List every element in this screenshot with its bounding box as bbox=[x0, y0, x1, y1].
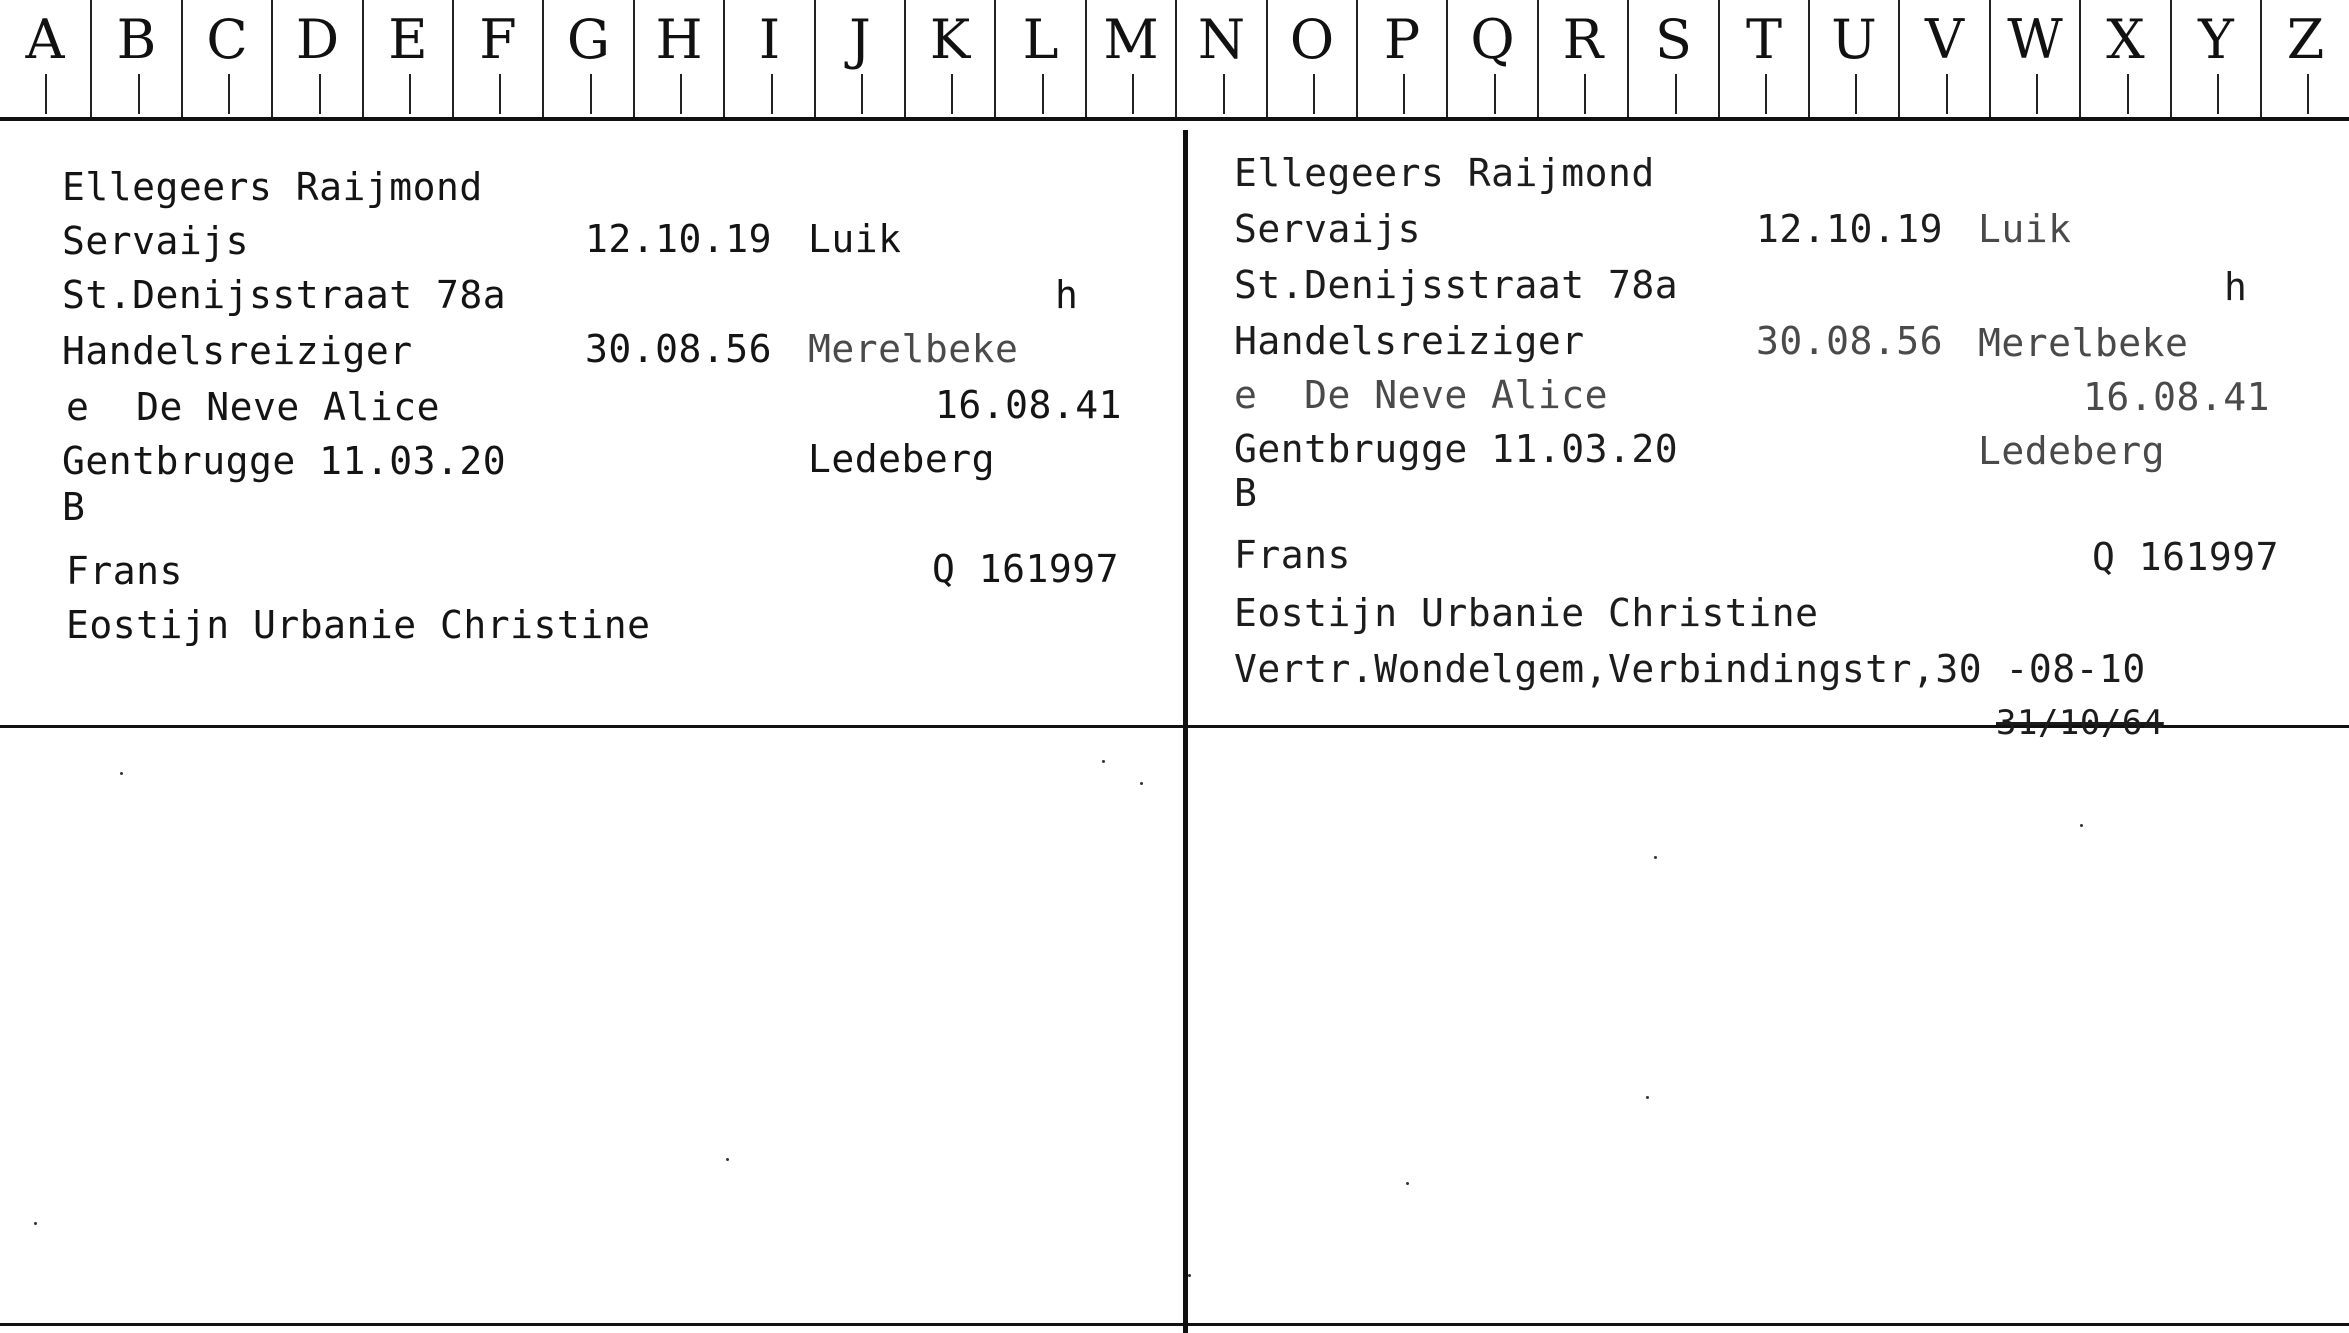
record-card-left bbox=[0, 130, 1183, 725]
index-tick bbox=[680, 74, 682, 114]
given-names: Servaijs bbox=[62, 219, 250, 263]
index-tab-f bbox=[452, 0, 542, 117]
index-tick bbox=[1313, 74, 1315, 114]
card-divider-horizontal-right bbox=[1188, 725, 2349, 728]
index-tick bbox=[1584, 74, 1586, 114]
index-tab-m bbox=[1085, 0, 1175, 117]
card-bottom-rule-right bbox=[1188, 1323, 2349, 1326]
index-letter: T bbox=[1745, 8, 1783, 71]
index-tick bbox=[499, 74, 501, 114]
index-tab-a bbox=[0, 0, 90, 117]
index-tab-y bbox=[2170, 0, 2260, 117]
index-letter: X bbox=[2106, 8, 2145, 71]
index-tick bbox=[1494, 74, 1496, 114]
index-letter: G bbox=[566, 8, 611, 71]
index-tick bbox=[590, 74, 592, 114]
index-tab-w bbox=[1989, 0, 2079, 117]
index-tick bbox=[1675, 74, 1677, 114]
birth-date: 12.10.19 bbox=[585, 217, 773, 261]
index-tab-t bbox=[1718, 0, 1808, 117]
scan-speck bbox=[1646, 1096, 1649, 1099]
spouse-birth: Gentbrugge 11.03.20 bbox=[1234, 427, 1679, 471]
index-tab-h bbox=[633, 0, 723, 117]
occupation: Handelsreiziger bbox=[1234, 319, 1585, 363]
index-tick bbox=[1946, 74, 1948, 114]
person-name: Ellegeers Raijmond bbox=[62, 165, 483, 209]
index-letter: J bbox=[849, 8, 871, 71]
index-tick bbox=[138, 74, 140, 114]
index-tick bbox=[1403, 74, 1405, 114]
scan-speck bbox=[1654, 856, 1657, 859]
index-tick bbox=[1042, 74, 1044, 114]
marker-letter: h bbox=[2224, 265, 2248, 309]
spouse-name: e De Neve Alice bbox=[66, 385, 441, 429]
code-letter: B bbox=[1234, 471, 1258, 515]
index-tab-s bbox=[1627, 0, 1718, 117]
index-tab-k bbox=[904, 0, 994, 117]
index-tick bbox=[45, 74, 47, 114]
code-letter: B bbox=[62, 485, 86, 529]
index-tick bbox=[319, 74, 321, 114]
index-tick bbox=[1223, 74, 1225, 114]
index-tab-q bbox=[1446, 0, 1537, 117]
child-name: Frans bbox=[1234, 533, 1351, 577]
scan-speck bbox=[1140, 782, 1143, 785]
marker-letter: h bbox=[1055, 273, 1079, 317]
record-card-right bbox=[1188, 130, 2349, 743]
index-tick bbox=[409, 74, 411, 114]
index-tick bbox=[861, 74, 863, 114]
index-letter: W bbox=[2007, 8, 2063, 71]
index-letter: P bbox=[1383, 8, 1421, 71]
index-letter: S bbox=[1655, 8, 1692, 71]
record-number: Q 161997 bbox=[2092, 535, 2280, 579]
scan-speck bbox=[1406, 1182, 1409, 1185]
index-letter: H bbox=[655, 8, 703, 71]
scan-speck bbox=[120, 772, 123, 775]
index-letter: A bbox=[25, 8, 65, 71]
index-tab-z bbox=[2260, 0, 2349, 117]
index-letter: F bbox=[479, 8, 517, 71]
scan-speck bbox=[1102, 760, 1105, 763]
index-tab-o bbox=[1266, 0, 1356, 117]
index-tab-d bbox=[271, 0, 362, 117]
scan-speck bbox=[2080, 824, 2083, 827]
index-letter: R bbox=[1562, 8, 1604, 71]
index-letter: L bbox=[1022, 8, 1059, 71]
index-tab-p bbox=[1356, 0, 1446, 117]
index-tab-v bbox=[1898, 0, 1989, 117]
occupation: Handelsreiziger bbox=[62, 329, 413, 373]
person-name: Ellegeers Raijmond bbox=[1234, 151, 1655, 195]
index-letter: N bbox=[1197, 8, 1246, 71]
marriage-date: 16.08.41 bbox=[2083, 375, 2271, 419]
record-number: Q 161997 bbox=[932, 547, 1120, 591]
birth-place: Luik bbox=[808, 217, 902, 261]
card-bottom-rule-left bbox=[0, 1323, 1183, 1326]
birth-date: 12.10.19 bbox=[1756, 207, 1944, 251]
alphabet-index-header bbox=[0, 0, 2349, 117]
index-tab-g bbox=[542, 0, 633, 117]
index-tab-i bbox=[723, 0, 814, 117]
index-tick bbox=[2217, 74, 2219, 114]
index-tab-j bbox=[814, 0, 904, 117]
struck-date: 31/10/64 bbox=[1996, 703, 2164, 743]
other-person: Eostijn Urbanie Christine bbox=[66, 603, 651, 647]
index-letter: E bbox=[388, 8, 428, 71]
address: St.Denijsstraat 78a bbox=[1234, 263, 1679, 307]
index-letter: D bbox=[295, 8, 340, 71]
given-names: Servaijs bbox=[1234, 207, 1422, 251]
index-letter: B bbox=[116, 8, 157, 71]
index-letter: U bbox=[1831, 8, 1877, 71]
index-tick bbox=[771, 74, 773, 114]
index-letter: Y bbox=[2198, 8, 2234, 71]
index-tick bbox=[228, 74, 230, 114]
index-tab-x bbox=[2079, 0, 2170, 117]
second-place: Merelbeke bbox=[808, 327, 1019, 371]
index-tab-n bbox=[1175, 0, 1266, 117]
marriage-place: Ledeberg bbox=[1978, 429, 2166, 473]
index-tick bbox=[1855, 74, 1857, 114]
scan-speck bbox=[1188, 1274, 1191, 1277]
index-tick bbox=[2127, 74, 2129, 114]
second-place: Merelbeke bbox=[1978, 321, 2189, 365]
index-tab-c bbox=[181, 0, 271, 117]
index-tab-b bbox=[90, 0, 181, 117]
index-letter: C bbox=[206, 8, 248, 71]
index-letter: Z bbox=[2286, 8, 2325, 71]
departure-note: Vertr.Wondelgem,Verbindingstr,30 -08-10 bbox=[1234, 647, 2146, 691]
index-tick bbox=[2307, 74, 2309, 114]
index-tick bbox=[951, 74, 953, 114]
index-tab-l bbox=[994, 0, 1085, 117]
birth-place: Luik bbox=[1978, 207, 2072, 251]
second-date: 30.08.56 bbox=[585, 327, 773, 371]
address: St.Denijsstraat 78a bbox=[62, 273, 507, 317]
index-letter: V bbox=[1925, 8, 1964, 71]
child-name: Frans bbox=[66, 549, 183, 593]
marriage-date: 16.08.41 bbox=[935, 383, 1123, 427]
index-letter: I bbox=[758, 8, 781, 71]
index-letter: O bbox=[1289, 8, 1335, 71]
index-letter: M bbox=[1103, 8, 1159, 71]
card-divider-horizontal-left bbox=[0, 725, 1183, 728]
index-tick bbox=[2036, 74, 2038, 114]
other-person: Eostijn Urbanie Christine bbox=[1234, 591, 1819, 635]
index-tick bbox=[1765, 74, 1767, 114]
index-tick bbox=[1132, 74, 1134, 114]
index-letter: K bbox=[929, 8, 971, 71]
index-letter: Q bbox=[1470, 8, 1515, 71]
index-tab-e bbox=[362, 0, 452, 117]
index-tab-u bbox=[1808, 0, 1898, 117]
header-rule bbox=[0, 117, 2349, 121]
marriage-place: Ledeberg bbox=[808, 437, 996, 481]
scan-speck bbox=[34, 1222, 37, 1225]
index-tab-r bbox=[1537, 0, 1627, 117]
spouse-birth: Gentbrugge 11.03.20 bbox=[62, 439, 507, 483]
second-date: 30.08.56 bbox=[1756, 319, 1944, 363]
spouse-name: e De Neve Alice bbox=[1234, 373, 1609, 417]
scan-speck bbox=[726, 1158, 729, 1161]
